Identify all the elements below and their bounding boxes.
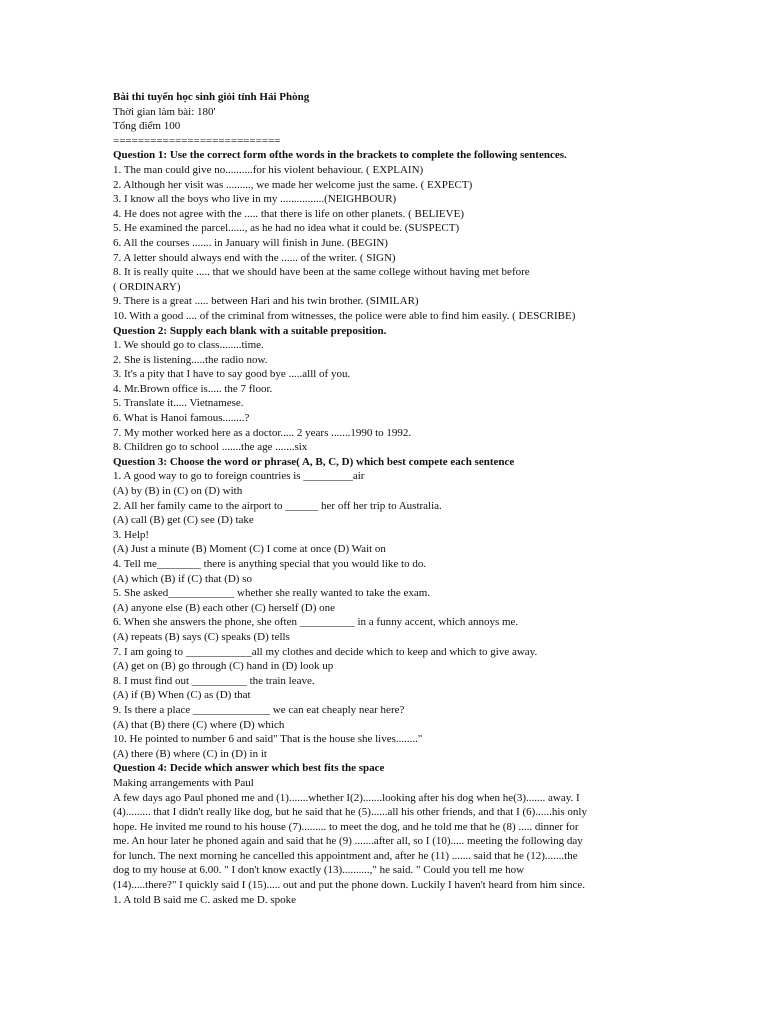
question-3-options: (A) anyone else (B) each other (C) herself (D) one (113, 601, 336, 614)
document-title: Bài thi tuyển học sinh giỏi tỉnh Hải Phòng (113, 91, 310, 103)
question-3-item: 7. I am going to ____________all my clothes and decide which to keep and which to give away. (113, 645, 538, 658)
question-3-options: (A) Just a minute (B) Moment (C) I come at once (D) Wait on (113, 543, 386, 556)
question-3-options: (A) that (B) there (C) where (D) which (113, 718, 285, 731)
question-1-item: 9. There is a great ..... between Hari and his twin brother. (SIMILAR) (113, 295, 419, 308)
question-1-item: 3. I know all the boys who live in my ................(NEIGHBOUR) (113, 193, 397, 206)
passage-line: dog to my house at 6.00. " I don't know exactly (13)..........," he said. " Could you tell me how (113, 864, 525, 877)
question-3-item: 3. Help! (113, 528, 150, 541)
passage-line: hope. He invited me round to his house (7)......... to meet the dog, and he told me that he (8) ..... dinner for (113, 820, 579, 833)
question-3-options: (A) there (B) where (C) in (D) in it (113, 747, 267, 760)
question-3-item: 1. A good way to go to foreign countries is _________air (113, 470, 365, 483)
question-1-item: 10. With a good .... of the criminal from witnesses, the police were able to find him easily. ( DESCRIBE) (113, 309, 576, 322)
question-1-item: 7. A letter should always end with the ...... of the writer. ( SIGN) (113, 251, 396, 264)
passage-line: (4)......... that I didn't really like dog, but he said that he (5)......all his other friends, and that I (6)......his only (113, 806, 587, 819)
question-3-options: (A) if (B) When (C) as (D) that (113, 689, 251, 702)
question-4-item: 1. A told B said me C. asked me D. spoke (113, 893, 297, 906)
exam-time: Thời gian làm bài: 180' (113, 105, 216, 118)
passage-line: A few days ago Paul phoned me and (1).......whether I(2).......looking after his dog when he(3)....... away. I (113, 791, 580, 804)
question-1-item: 8. It is really quite ..... that we should have been at the same college without having met before (113, 266, 530, 279)
question-1-item: 6. All the courses ....... in January will finish in June. (BEGIN) (113, 236, 388, 249)
question-1-item: 1. The man could give no..........for his violent behaviour. ( EXPLAIN) (113, 163, 424, 176)
total-score: Tổng điểm 100 (113, 120, 181, 133)
question-2-item: 8. Children go to school .......the age .......six (113, 441, 308, 454)
passage-line: for lunch. The next morning he cancelled this appointment and, after he (11) ....... said that he (12).......the (113, 849, 578, 862)
question-2-item: 7. My mother worked here as a doctor..... 2 years .......1990 to 1992. (113, 426, 412, 439)
question-2-item: 4. Mr.Brown office is..... the 7 floor. (113, 382, 273, 395)
question-3-options: (A) which (B) if (C) that (D) so (113, 572, 252, 585)
question-3-item: 2. All her family came to the airport to ______ her off her trip to Australia. (113, 499, 442, 512)
question-3-options: (A) by (B) in (C) on (D) with (113, 485, 243, 498)
question-3-options: (A) call (B) get (C) see (D) take (113, 514, 254, 527)
question-3-options: (A) get on (B) go through (C) hand in (D) look up (113, 660, 334, 673)
question-3-item: 4. Tell me________ there is anything special that you would like to do. (113, 558, 427, 570)
question-1-item: 5. He examined the parcel......, as he had no idea what it could be. (SUSPECT) (113, 222, 460, 235)
question-1-item: 4. He does not agree with the ..... that there is life on other planets. ( BELIEVE) (113, 207, 464, 220)
question-3-item: 5. She asked____________ whether she really wanted to take the exam. (113, 587, 431, 600)
separator-line: =========================== (113, 134, 281, 147)
question-2-item: 6. What is Hanoi famous........? (113, 412, 250, 425)
question-3-item: 10. He pointed to number 6 and said" That is the house she lives........" (113, 733, 423, 746)
passage-line: me. An hour later he phoned again and said that he (9) .......after all, so I (10)..... meeting the following day (113, 835, 583, 848)
question-1-item: ( ORDINARY) (113, 280, 181, 293)
question-1-heading: Question 1: Use the correct form ofthe words in the brackets to complete the following sentences. (113, 149, 567, 162)
question-2-item: 2. She is listening.....the radio now. (113, 353, 268, 366)
question-3-item: 8. I must find out __________ the train leave. (113, 674, 315, 687)
question-2-item: 3. It's a pity that I have to say good bye .....alll of you. (113, 368, 351, 381)
passage-subtitle: Making arrangements with Paul (113, 776, 254, 789)
question-2-item: 5. Translate it..... Vietnamese. (113, 397, 244, 410)
question-4-heading: Question 4: Decide which answer which best fits the space (113, 762, 385, 775)
question-2-heading: Question 2: Supply each blank with a suitable preposition. (113, 324, 387, 337)
question-2-item: 1. We should go to class........time. (113, 339, 264, 352)
question-3-item: 6. When she answers the phone, she often __________ in a funny accent, which annoys me. (113, 616, 519, 629)
question-3-heading: Question 3: Choose the word or phrase( A, B, C, D) which best compete each sentence (113, 455, 515, 468)
question-1-item: 2. Although her visit was ........., we made her welcome just the same. ( EXPECT) (113, 178, 473, 191)
question-3-item: 9. Is there a place ______________ we can eat cheaply near here? (113, 703, 405, 716)
question-3-options: (A) repeats (B) says (C) speaks (D) tells (113, 630, 290, 643)
passage-line: (14).....there?" I quickly said I (15)..... out and put the phone down. Luckily I haven't heard from him since. (113, 879, 586, 892)
document-content (113, 90, 658, 907)
